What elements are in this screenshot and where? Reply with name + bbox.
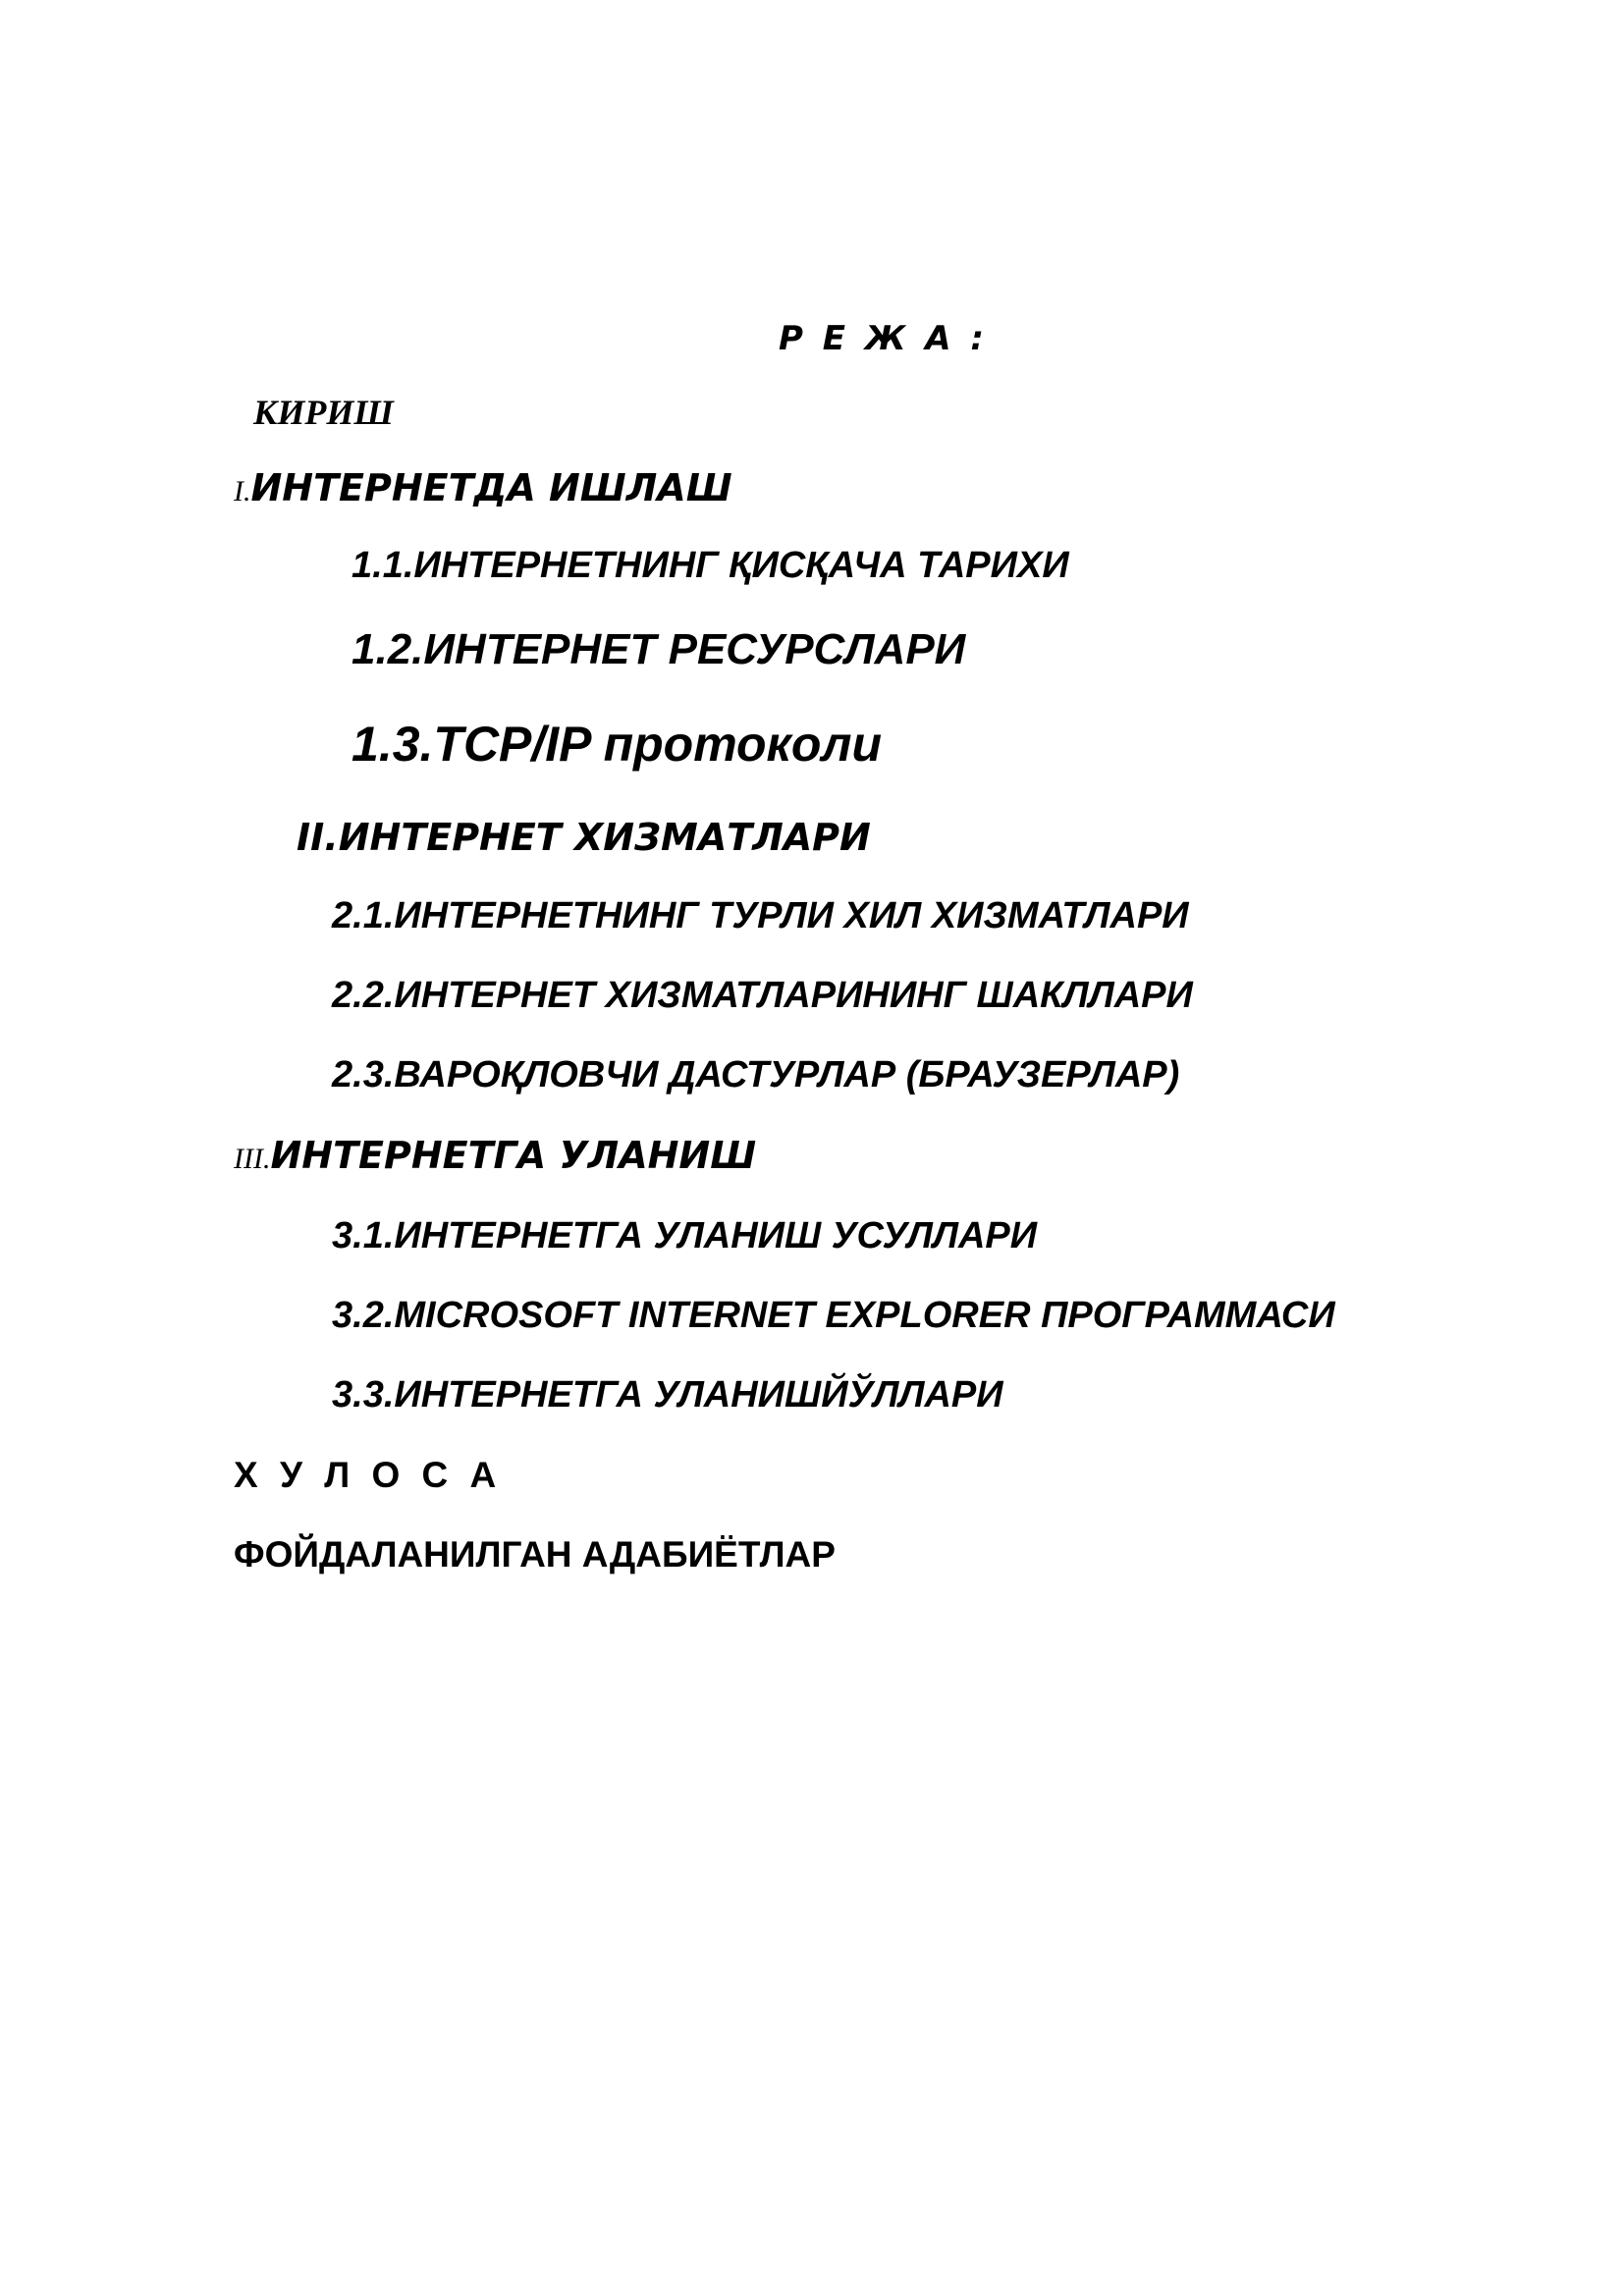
section-3-title: ИНТЕРНЕТГА УЛАНИШ — [270, 1134, 757, 1177]
item-2-2: 2.2.ИНТЕРНЕТ ХИЗМАТЛАРИНИНГ ШАКЛЛАРИ — [332, 975, 1193, 1016]
section-1-heading — [234, 466, 732, 509]
plan-title: Р Е Ж А : — [779, 319, 989, 358]
references-heading: ФОЙДАЛАНИЛГАН АДАБИЁТЛАР — [234, 1534, 836, 1575]
item-1-2: 1.2.ИНТЕРНЕТ РЕСУРСЛАРИ — [352, 625, 966, 673]
item-3-2: 3.2.MICROSOFT INTERNET EXPLORER ПРОГРАММАСИ — [332, 1295, 1335, 1336]
intro-heading: КИРИШ — [253, 393, 394, 432]
item-1-1: 1.1.ИНТЕРНЕТНИНГ ҚИСҚАЧА ТАРИХИ — [352, 545, 1069, 586]
item-1-3: 1.3.TCP/IP протоколи — [352, 717, 883, 772]
section-1-title: ИНТЕРНЕТДА ИШЛАШ — [250, 466, 732, 509]
item-2-1: 2.1.ИНТЕРНЕТНИНГ ТУРЛИ ХИЛ ХИЗМАТЛАРИ — [332, 895, 1189, 936]
section-1-number: I. — [234, 475, 251, 507]
item-2-3: 2.3.ВАРОҚЛОВЧИ ДАСТУРЛАР (БРАУЗЕРЛАР) — [332, 1054, 1180, 1095]
section-2-heading: II.ИНТЕРНЕТ ХИЗМАТЛАРИ — [297, 816, 871, 859]
item-3-1: 3.1.ИНТЕРНЕТГА УЛАНИШ УСУЛЛАРИ — [332, 1215, 1038, 1256]
section-3-heading — [234, 1134, 757, 1177]
item-3-3: 3.3.ИНТЕРНЕТГА УЛАНИШЙЎЛЛАРИ — [332, 1374, 1003, 1415]
conclusion-heading: Х У Л О С А — [234, 1455, 503, 1495]
section-3-number: III. — [234, 1143, 271, 1175]
